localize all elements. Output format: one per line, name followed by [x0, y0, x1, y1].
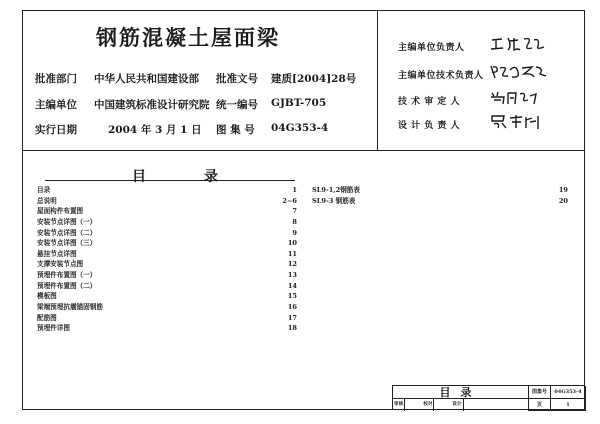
toc-item-name: 悬挂节点详图 — [37, 249, 77, 258]
toc-item-name: 模板图 — [37, 292, 57, 301]
toc-item-page: 15 — [287, 292, 297, 301]
title-block — [392, 385, 585, 410]
header-vertical-divider — [377, 10, 378, 150]
code-label: 统一编号 — [216, 99, 258, 111]
date-label: 实行日期 — [35, 124, 77, 136]
toc-item-name: 预埋件布置图（二） — [37, 281, 97, 290]
toc-item-page: 1 — [292, 186, 297, 194]
toc-item-page: 20 — [558, 196, 568, 205]
title-block-atlas-label: 图集号 — [529, 386, 551, 399]
toc-item-page: 11 — [287, 249, 297, 258]
toc-item-page: 2~6 — [282, 196, 297, 205]
chief-unit-tech-responsible-label: 主编单位技术负责人 — [398, 71, 484, 81]
toc-heading-right: 录 — [204, 169, 218, 185]
toc-item-name: 目录 — [37, 186, 51, 194]
title-block-title: 目录 — [393, 386, 529, 399]
toc-item[interactable] — [37, 196, 297, 207]
toc-item[interactable] — [37, 206, 297, 217]
toc-item-page: 7 — [292, 207, 297, 216]
toc-item-name: 安装节点详图（一） — [37, 217, 97, 226]
toc-item-name: 支撑安装节点图 — [37, 260, 84, 269]
tech-reviewer-label: 技 术 审 定 人 — [398, 97, 461, 107]
code-value: GJBT-705 — [271, 97, 327, 109]
date-value: 2004 年 3 月 1 日 — [108, 124, 202, 136]
toc-item[interactable] — [37, 228, 297, 239]
atlas-value: 04G353-4 — [271, 122, 329, 134]
title-block-page-label: 页 — [529, 399, 551, 411]
toc-item-name: 总说明 — [37, 196, 57, 205]
toc-item[interactable] — [37, 291, 297, 302]
approval-dept-label: 批准部门 — [35, 73, 77, 85]
toc-item[interactable] — [37, 323, 297, 334]
toc-item-page: 18 — [287, 324, 297, 333]
toc-item-page: 19 — [558, 186, 568, 194]
toc-item[interactable] — [312, 196, 568, 207]
signoff-design-label: 设计 — [451, 399, 463, 411]
editor-label: 主编单位 — [35, 99, 77, 111]
approval-doc-label: 批准文号 — [216, 73, 258, 85]
signature-1 — [488, 34, 550, 54]
toc-item-name: 梁端预埋抗震锚固钢筋 — [37, 302, 103, 311]
toc-item-page: 14 — [287, 281, 297, 290]
signoff-review-label: 审核 — [393, 399, 405, 411]
title-block-atlas-value: 04G353-4 — [551, 386, 586, 399]
atlas-label: 图 集 号 — [216, 124, 255, 136]
header-horizontal-divider — [22, 150, 585, 151]
toc-item-name: 配筋图 — [37, 313, 57, 322]
design-responsible-label: 设 计 负 责 人 — [398, 121, 461, 131]
toc-item[interactable] — [37, 270, 297, 281]
toc-item-page: 13 — [287, 271, 297, 279]
toc-heading-left: 目 — [132, 169, 146, 185]
toc-item-name: 安装节点详图（二） — [37, 228, 97, 237]
approval-doc-value: 建质[2004]28号 — [271, 73, 357, 85]
toc-item-name: 预埋件详图 — [37, 324, 70, 333]
toc-list-left — [37, 185, 297, 334]
toc-item-name: 安装节点详图（三） — [37, 239, 97, 248]
signoff-check-label: 校对 — [422, 399, 434, 411]
toc-item[interactable] — [37, 238, 297, 249]
toc-item-name: SL9-1,2钢筋表 — [312, 186, 360, 194]
signature-2 — [488, 62, 550, 82]
toc-item-name: 屋面构件布置图 — [37, 207, 84, 216]
toc-item-page: 10 — [287, 239, 297, 248]
toc-item-name: 预埋件布置图（一） — [37, 271, 97, 279]
toc-heading-rule — [45, 180, 295, 181]
page-title: 钢筋混凝土屋面梁 — [96, 25, 280, 50]
toc-item[interactable] — [37, 217, 297, 228]
toc-item[interactable] — [37, 249, 297, 260]
toc-list-right — [312, 185, 568, 206]
toc-item-page: 17 — [287, 313, 297, 322]
toc-item-page: 12 — [287, 260, 297, 269]
chief-unit-responsible-label: 主编单位负责人 — [398, 43, 465, 53]
toc-item[interactable] — [37, 313, 297, 324]
title-block-page-value: 1 — [551, 399, 586, 411]
toc-item[interactable] — [312, 185, 568, 196]
toc-item-page: 8 — [292, 217, 297, 226]
toc-item-page: 9 — [292, 228, 297, 237]
signature-4 — [488, 112, 550, 132]
title-block-signoff-row — [393, 399, 529, 411]
toc-item[interactable] — [37, 259, 297, 270]
toc-item[interactable] — [37, 185, 297, 196]
editor-value: 中国建筑标准设计研究院 — [94, 99, 210, 111]
toc-item-name: SL9-3 钢筋表 — [312, 196, 356, 205]
approval-dept-value: 中华人民共和国建设部 — [94, 73, 199, 85]
signature-3 — [488, 88, 550, 108]
toc-item-page: 16 — [287, 302, 297, 311]
toc-item[interactable] — [37, 281, 297, 292]
toc-item[interactable] — [37, 302, 297, 313]
